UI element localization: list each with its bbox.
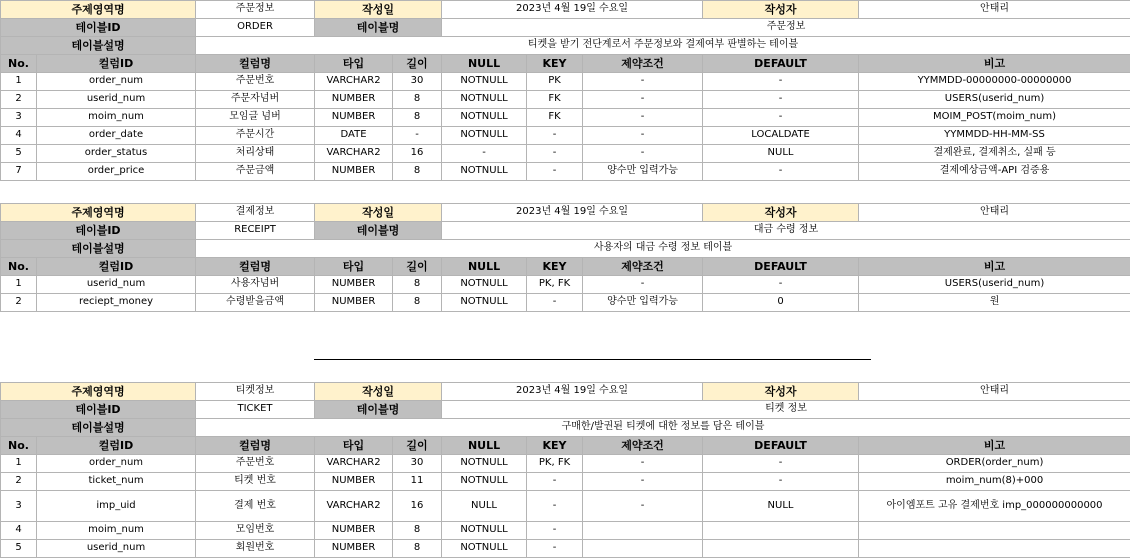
cell-no: 1 bbox=[1, 455, 37, 473]
table-spec-receipt bbox=[0, 203, 1130, 312]
cell-col-name: 처리상태 bbox=[196, 145, 315, 163]
cell-length: 30 bbox=[393, 73, 442, 91]
author-label: 작성자 bbox=[703, 383, 859, 401]
cell-null: NOTNULL bbox=[442, 73, 527, 91]
id-row bbox=[1, 401, 1130, 419]
col-header-null: NULL bbox=[442, 258, 527, 276]
column-header-row bbox=[1, 437, 1130, 455]
table-row bbox=[1, 540, 1130, 558]
col-header-id: 컬럼ID bbox=[37, 55, 196, 73]
cell-constraint: - bbox=[583, 73, 703, 91]
cell-note: MOIM_POST(moim_num) bbox=[859, 109, 1130, 127]
cell-constraint: - bbox=[583, 145, 703, 163]
meta-row bbox=[1, 204, 1130, 222]
table-row bbox=[1, 127, 1130, 145]
cell-key: FK bbox=[527, 109, 583, 127]
cell-no: 4 bbox=[1, 522, 37, 540]
cell-no: 1 bbox=[1, 73, 37, 91]
table-id-label: 테이블ID bbox=[1, 401, 196, 419]
col-header-default: DEFAULT bbox=[703, 55, 859, 73]
table-desc-label: 테이블설명 bbox=[1, 419, 196, 437]
col-header-no: No. bbox=[1, 258, 37, 276]
desc-row bbox=[1, 419, 1130, 437]
id-row bbox=[1, 19, 1130, 37]
cell-col-id: order_price bbox=[37, 163, 196, 181]
cell-constraint bbox=[583, 540, 703, 558]
col-header-key: KEY bbox=[527, 258, 583, 276]
cell-length: 11 bbox=[393, 473, 442, 491]
cell-null: NOTNULL bbox=[442, 522, 527, 540]
cell-length: 16 bbox=[393, 145, 442, 163]
table-name-label: 테이블명 bbox=[315, 222, 442, 240]
cell-default: NULL bbox=[703, 491, 859, 522]
cell-constraint: - bbox=[583, 473, 703, 491]
date-label: 작성일 bbox=[315, 1, 442, 19]
column-header-row bbox=[1, 55, 1130, 73]
table-spec-order bbox=[0, 0, 1130, 181]
col-header-null: NULL bbox=[442, 55, 527, 73]
cell-default: - bbox=[703, 473, 859, 491]
cell-note bbox=[859, 540, 1130, 558]
table-id-label: 테이블ID bbox=[1, 222, 196, 240]
cell-col-id: reciept_money bbox=[37, 294, 196, 312]
subject-label: 주제영역명 bbox=[1, 204, 196, 222]
cell-col-id: order_num bbox=[37, 455, 196, 473]
col-header-length: 길이 bbox=[393, 437, 442, 455]
cell-constraint: 양수만 입력가능 bbox=[583, 163, 703, 181]
cell-type: NUMBER bbox=[315, 540, 393, 558]
table-desc-label: 테이블설명 bbox=[1, 240, 196, 258]
table-row bbox=[1, 522, 1130, 540]
cell-null: NOTNULL bbox=[442, 276, 527, 294]
cell-col-name: 사용자넘버 bbox=[196, 276, 315, 294]
cell-col-name: 주문번호 bbox=[196, 455, 315, 473]
col-header-no: No. bbox=[1, 437, 37, 455]
col-header-key: KEY bbox=[527, 55, 583, 73]
cell-note: USERS(userid_num) bbox=[859, 276, 1130, 294]
col-header-name: 컬럼명 bbox=[196, 437, 315, 455]
cell-type: NUMBER bbox=[315, 522, 393, 540]
cell-null: NOTNULL bbox=[442, 455, 527, 473]
col-header-type: 타입 bbox=[315, 258, 393, 276]
table-desc-label: 테이블설명 bbox=[1, 37, 196, 55]
cell-default: - bbox=[703, 109, 859, 127]
col-header-constraint: 제약조건 bbox=[583, 55, 703, 73]
table-row bbox=[1, 145, 1130, 163]
cell-default bbox=[703, 522, 859, 540]
cell-default: - bbox=[703, 91, 859, 109]
table-name-label: 테이블명 bbox=[315, 401, 442, 419]
date-value: 2023년 4월 19일 수요일 bbox=[442, 383, 703, 401]
cell-default: LOCALDATE bbox=[703, 127, 859, 145]
cell-constraint: - bbox=[583, 91, 703, 109]
cell-key: PK bbox=[527, 73, 583, 91]
cell-col-name: 수령받을금액 bbox=[196, 294, 315, 312]
cell-default: - bbox=[703, 73, 859, 91]
cell-type: NUMBER bbox=[315, 473, 393, 491]
cell-null: NOTNULL bbox=[442, 540, 527, 558]
cell-key: FK bbox=[527, 91, 583, 109]
cell-length: 30 bbox=[393, 455, 442, 473]
cell-note bbox=[859, 522, 1130, 540]
table-row bbox=[1, 294, 1130, 312]
col-header-null: NULL bbox=[442, 437, 527, 455]
col-header-default: DEFAULT bbox=[703, 437, 859, 455]
subject-value: 주문정보 bbox=[196, 1, 315, 19]
cell-key: PK, FK bbox=[527, 276, 583, 294]
cell-length: 8 bbox=[393, 276, 442, 294]
cell-null: NULL bbox=[442, 491, 527, 522]
cell-col-id: moim_num bbox=[37, 522, 196, 540]
table-desc-value: 사용자의 대금 수령 정보 테이블 bbox=[196, 240, 1130, 258]
cell-default bbox=[703, 540, 859, 558]
cell-col-name: 티켓 번호 bbox=[196, 473, 315, 491]
author-value: 안태리 bbox=[859, 1, 1130, 19]
table-id-label: 테이블ID bbox=[1, 19, 196, 37]
cell-note: 원 bbox=[859, 294, 1130, 312]
subject-value: 티켓정보 bbox=[196, 383, 315, 401]
cell-no: 1 bbox=[1, 276, 37, 294]
cell-key: - bbox=[527, 294, 583, 312]
cell-key: - bbox=[527, 540, 583, 558]
cell-col-id: imp_uid bbox=[37, 491, 196, 522]
col-header-note: 비고 bbox=[859, 258, 1130, 276]
cell-col-name: 회원번호 bbox=[196, 540, 315, 558]
cell-no: 5 bbox=[1, 145, 37, 163]
cell-null: NOTNULL bbox=[442, 294, 527, 312]
cell-note: 결제완료, 결제취소, 실패 등 bbox=[859, 145, 1130, 163]
cell-type: NUMBER bbox=[315, 163, 393, 181]
table-id-value: RECEIPT bbox=[196, 222, 315, 240]
cell-type: NUMBER bbox=[315, 276, 393, 294]
cell-no: 3 bbox=[1, 109, 37, 127]
table-desc-value: 구매한/발권된 티켓에 대한 정보를 담은 테이블 bbox=[196, 419, 1130, 437]
cell-no: 5 bbox=[1, 540, 37, 558]
cell-type: NUMBER bbox=[315, 294, 393, 312]
author-value: 안태리 bbox=[859, 383, 1130, 401]
table-row bbox=[1, 491, 1130, 522]
cell-key: - bbox=[527, 145, 583, 163]
cell-no: 2 bbox=[1, 294, 37, 312]
cell-key: - bbox=[527, 522, 583, 540]
id-row bbox=[1, 222, 1130, 240]
cell-constraint: 양수만 입력가능 bbox=[583, 294, 703, 312]
cell-null: NOTNULL bbox=[442, 91, 527, 109]
cell-length: 16 bbox=[393, 491, 442, 522]
cell-no: 7 bbox=[1, 163, 37, 181]
cell-length: - bbox=[393, 127, 442, 145]
date-value: 2023년 4월 19일 수요일 bbox=[442, 1, 703, 19]
cell-null: - bbox=[442, 145, 527, 163]
cell-col-id: order_date bbox=[37, 127, 196, 145]
cell-col-id: userid_num bbox=[37, 540, 196, 558]
cell-null: NOTNULL bbox=[442, 127, 527, 145]
cell-default: - bbox=[703, 455, 859, 473]
col-header-id: 컬럼ID bbox=[37, 437, 196, 455]
cell-default: - bbox=[703, 276, 859, 294]
cell-no: 2 bbox=[1, 91, 37, 109]
cell-null: NOTNULL bbox=[442, 473, 527, 491]
cell-note: 결제예상금액-API 검증용 bbox=[859, 163, 1130, 181]
author-value: 안태리 bbox=[859, 204, 1130, 222]
table-id-value: TICKET bbox=[196, 401, 315, 419]
col-header-constraint: 제약조건 bbox=[583, 437, 703, 455]
cell-note: YYMMDD-00000000-00000000 bbox=[859, 73, 1130, 91]
table-row bbox=[1, 163, 1130, 181]
table-spec-ticket bbox=[0, 382, 1130, 558]
col-header-type: 타입 bbox=[315, 55, 393, 73]
cell-note: 아이엠포트 고유 결제번호 imp_000000000000 bbox=[859, 491, 1130, 522]
cell-type: VARCHAR2 bbox=[315, 73, 393, 91]
divider-line bbox=[314, 359, 871, 360]
date-label: 작성일 bbox=[315, 204, 442, 222]
cell-no: 2 bbox=[1, 473, 37, 491]
cell-col-name: 주문자넘버 bbox=[196, 91, 315, 109]
cell-length: 8 bbox=[393, 91, 442, 109]
cell-type: VARCHAR2 bbox=[315, 455, 393, 473]
cell-key: - bbox=[527, 163, 583, 181]
col-header-constraint: 제약조건 bbox=[583, 258, 703, 276]
col-header-default: DEFAULT bbox=[703, 258, 859, 276]
meta-row bbox=[1, 383, 1130, 401]
date-value: 2023년 4월 19일 수요일 bbox=[442, 204, 703, 222]
col-header-name: 컬럼명 bbox=[196, 55, 315, 73]
cell-col-name: 결제 번호 bbox=[196, 491, 315, 522]
col-header-key: KEY bbox=[527, 437, 583, 455]
cell-length: 8 bbox=[393, 522, 442, 540]
cell-note: moim_num(8)+000 bbox=[859, 473, 1130, 491]
col-header-note: 비고 bbox=[859, 55, 1130, 73]
cell-length: 8 bbox=[393, 540, 442, 558]
cell-length: 8 bbox=[393, 163, 442, 181]
cell-col-id: ticket_num bbox=[37, 473, 196, 491]
cell-type: VARCHAR2 bbox=[315, 491, 393, 522]
cell-type: VARCHAR2 bbox=[315, 145, 393, 163]
cell-key: - bbox=[527, 473, 583, 491]
col-header-length: 길이 bbox=[393, 258, 442, 276]
cell-length: 8 bbox=[393, 109, 442, 127]
cell-no: 3 bbox=[1, 491, 37, 522]
col-header-length: 길이 bbox=[393, 55, 442, 73]
cell-constraint: - bbox=[583, 127, 703, 145]
cell-constraint bbox=[583, 522, 703, 540]
cell-note: USERS(userid_num) bbox=[859, 91, 1130, 109]
cell-col-id: moim_num bbox=[37, 109, 196, 127]
column-header-row bbox=[1, 258, 1130, 276]
subject-label: 주제영역명 bbox=[1, 1, 196, 19]
col-header-no: No. bbox=[1, 55, 37, 73]
cell-type: NUMBER bbox=[315, 91, 393, 109]
cell-col-name: 주문시간 bbox=[196, 127, 315, 145]
cell-default: - bbox=[703, 163, 859, 181]
col-header-id: 컬럼ID bbox=[37, 258, 196, 276]
table-row bbox=[1, 73, 1130, 91]
cell-col-id: userid_num bbox=[37, 91, 196, 109]
meta-row bbox=[1, 1, 1130, 19]
cell-key: PK, FK bbox=[527, 455, 583, 473]
table-name-label: 테이블명 bbox=[315, 19, 442, 37]
cell-constraint: - bbox=[583, 276, 703, 294]
author-label: 작성자 bbox=[703, 1, 859, 19]
table-row bbox=[1, 276, 1130, 294]
cell-length: 8 bbox=[393, 294, 442, 312]
table-name-value: 주문정보 bbox=[442, 19, 1130, 37]
cell-constraint: - bbox=[583, 109, 703, 127]
cell-null: NOTNULL bbox=[442, 163, 527, 181]
cell-type: NUMBER bbox=[315, 109, 393, 127]
table-desc-value: 티켓을 받기 전단계로서 주문정보와 결제여부 판별하는 테이블 bbox=[196, 37, 1130, 55]
table-id-value: ORDER bbox=[196, 19, 315, 37]
cell-constraint: - bbox=[583, 455, 703, 473]
date-label: 작성일 bbox=[315, 383, 442, 401]
table-name-value: 티켓 정보 bbox=[442, 401, 1130, 419]
cell-col-id: order_num bbox=[37, 73, 196, 91]
desc-row bbox=[1, 240, 1130, 258]
cell-col-id: order_status bbox=[37, 145, 196, 163]
table-row bbox=[1, 109, 1130, 127]
cell-col-id: userid_num bbox=[37, 276, 196, 294]
subject-label: 주제영역명 bbox=[1, 383, 196, 401]
cell-note: ORDER(order_num) bbox=[859, 455, 1130, 473]
cell-null: NOTNULL bbox=[442, 109, 527, 127]
cell-type: DATE bbox=[315, 127, 393, 145]
author-label: 작성자 bbox=[703, 204, 859, 222]
cell-col-name: 주문번호 bbox=[196, 73, 315, 91]
table-row bbox=[1, 91, 1130, 109]
col-header-note: 비고 bbox=[859, 437, 1130, 455]
cell-col-name: 모임글 넘버 bbox=[196, 109, 315, 127]
cell-col-name: 주문금액 bbox=[196, 163, 315, 181]
cell-note: YYMMDD-HH-MM-SS bbox=[859, 127, 1130, 145]
cell-constraint: - bbox=[583, 491, 703, 522]
col-header-type: 타입 bbox=[315, 437, 393, 455]
table-name-value: 대금 수령 정보 bbox=[442, 222, 1130, 240]
col-header-name: 컬럼명 bbox=[196, 258, 315, 276]
cell-default: NULL bbox=[703, 145, 859, 163]
cell-key: - bbox=[527, 491, 583, 522]
table-row bbox=[1, 455, 1130, 473]
cell-key: - bbox=[527, 127, 583, 145]
table-row bbox=[1, 473, 1130, 491]
desc-row bbox=[1, 37, 1130, 55]
cell-default: 0 bbox=[703, 294, 859, 312]
subject-value: 결제정보 bbox=[196, 204, 315, 222]
cell-no: 4 bbox=[1, 127, 37, 145]
cell-col-name: 모임번호 bbox=[196, 522, 315, 540]
